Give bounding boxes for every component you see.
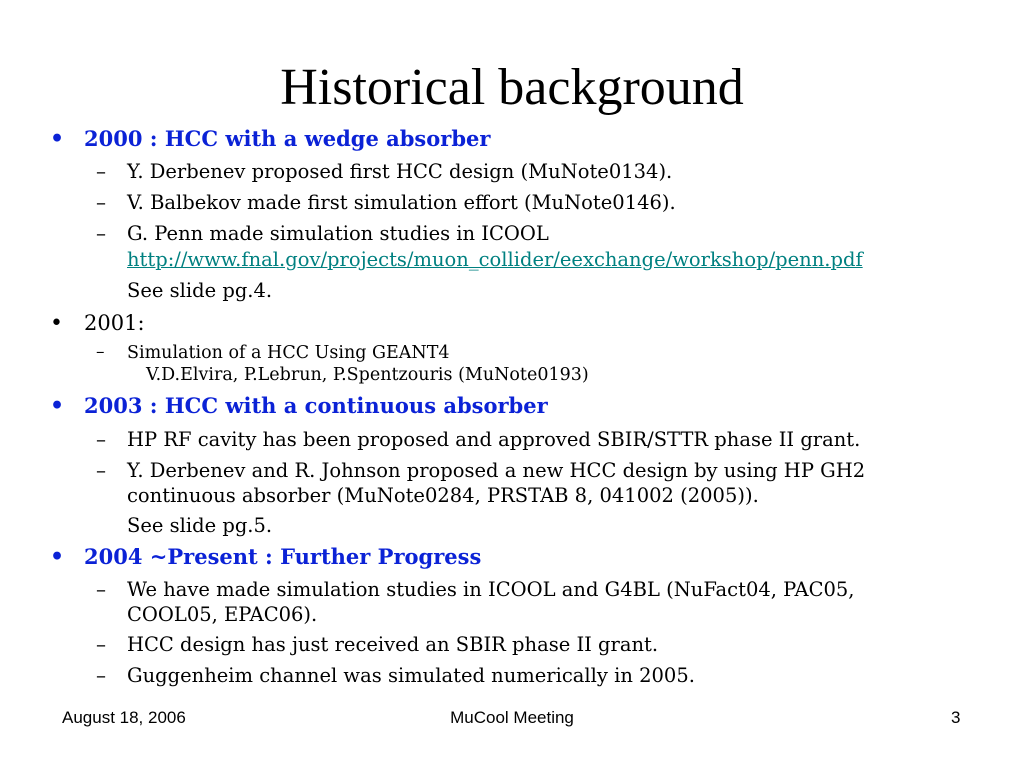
slide-title: Historical background	[280, 59, 744, 116]
list-item: Guggenheim channel was simulated numerically in 2005.	[127, 664, 695, 687]
footer-page-number: 3	[951, 708, 961, 727]
dash-icon: –	[96, 663, 106, 687]
slide-reference-note: See slide pg.5.	[127, 514, 273, 537]
list-item-continuation: COOL05, EPAC06).	[127, 603, 318, 626]
dash-icon: –	[96, 427, 106, 451]
dash-icon: –	[96, 190, 106, 214]
footer-date: August 18, 2006	[62, 708, 186, 727]
dash-icon: –	[96, 458, 106, 482]
list-item: Y. Derbenev proposed first HCC design (MuNote0134).	[127, 160, 673, 183]
list-item: Simulation of a HCC Using GEANT4	[127, 343, 450, 363]
authors-text: V.D.Elvira, P.Lebrun, P.Spentzouris (MuNote0193)	[146, 365, 589, 385]
list-item: Y. Derbenev and R. Johnson proposed a new HCC design by using HP GH2	[127, 459, 866, 482]
section-heading-2003: 2003 : HCC with a continuous absorber	[84, 393, 548, 418]
dash-icon: –	[96, 159, 106, 183]
slide-reference-note: See slide pg.4.	[127, 279, 273, 302]
penn-pdf-link[interactable]: http://www.fnal.gov/projects/muon_collider/eexchange/workshop/penn.pdf	[127, 248, 863, 271]
list-item: HP RF cavity has been proposed and approved SBIR/STTR phase II grant.	[127, 428, 861, 451]
bullet-icon: •	[50, 544, 65, 570]
section-heading-2004: 2004 ~Present : Further Progress	[84, 544, 482, 569]
bullet-icon: •	[50, 393, 65, 419]
section-heading-2000: 2000 : HCC with a wedge absorber	[84, 126, 491, 151]
section-heading-2001: 2001:	[84, 311, 145, 335]
list-item-continuation: continuous absorber (MuNote0284, PRSTAB 8, 041002 (2005)).	[127, 484, 759, 507]
list-item: G. Penn made simulation studies in ICOOL	[127, 222, 549, 245]
list-item: V. Balbekov made first simulation effort (MuNote0146).	[127, 191, 676, 214]
dash-icon: –	[96, 577, 106, 601]
footer-meeting: MuCool Meeting	[450, 708, 574, 727]
bullet-icon: •	[50, 126, 65, 152]
dash-icon: –	[96, 632, 106, 656]
list-item: HCC design has just received an SBIR phase II grant.	[127, 633, 659, 656]
dash-icon: –	[96, 221, 106, 245]
list-item: We have made simulation studies in ICOOL and G4BL (NuFact04, PAC05,	[127, 578, 855, 601]
bullet-icon: •	[50, 311, 63, 336]
dash-icon: –	[96, 342, 105, 362]
